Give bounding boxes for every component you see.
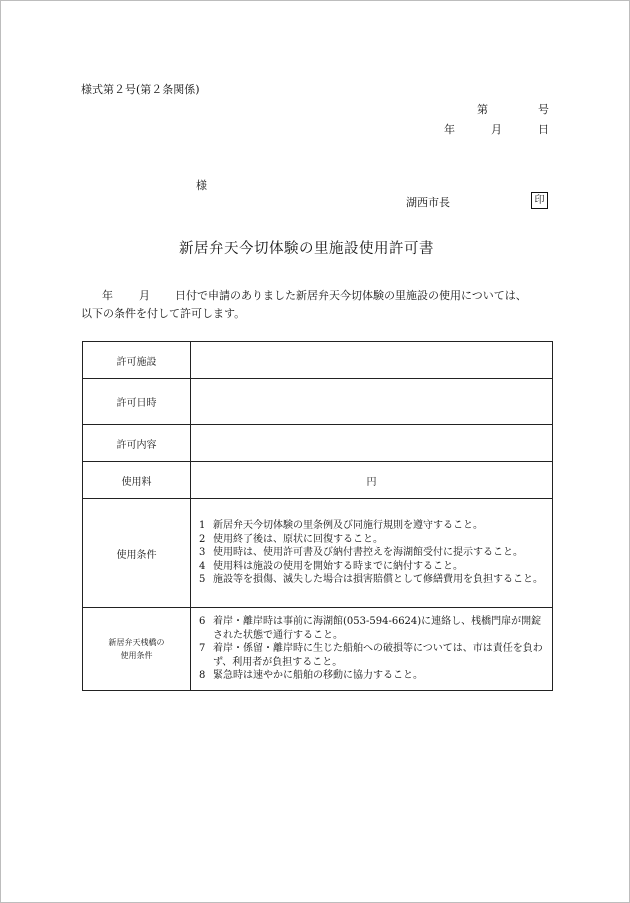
pier-conditions-row: [83, 608, 553, 691]
fee-unit: 円: [191, 462, 553, 499]
list-item: [199, 546, 546, 559]
date-month: 月: [491, 123, 502, 136]
table-row: [83, 425, 553, 462]
date-year: 年: [444, 123, 455, 136]
item-text: 施設等を損傷、滅失した場合は損害賠償として修繕費用を負担すること。: [213, 574, 543, 586]
pier-label-line-2: 使用条件: [120, 651, 153, 660]
item-number: 1: [199, 520, 206, 532]
item-text: 緊急時は速やかに船舶の移動に協力すること。: [213, 670, 423, 682]
conditions-row: [83, 499, 553, 608]
pier-label-line-1: 新居弁天桟橋の: [108, 638, 165, 647]
pier-conditions-list: [199, 615, 546, 682]
row-label: 許可内容: [83, 425, 191, 462]
item-number: 8: [199, 670, 206, 682]
table-row: [83, 462, 553, 499]
conditions-list-cell: [191, 499, 553, 608]
issuer: 湖西市長: [406, 196, 450, 209]
intro-month: 月: [139, 289, 150, 302]
list-item: [199, 560, 546, 573]
item-number: 4: [199, 560, 206, 572]
intro-year: 年: [102, 289, 113, 302]
list-item: [199, 642, 546, 669]
row-value: [191, 379, 553, 425]
permit-table: [82, 341, 553, 691]
item-number: 2: [199, 533, 206, 545]
addressee-suffix: 様: [196, 179, 207, 192]
row-label: 許可施設: [83, 342, 191, 379]
table-row: [83, 342, 553, 379]
list-item: [199, 519, 546, 532]
row-label: 許可日時: [83, 379, 191, 425]
pier-conditions-label: [83, 608, 191, 691]
form-id: 様式第２号(第２条関係): [81, 83, 200, 96]
seal-mark: 印: [531, 192, 548, 209]
row-value: [191, 342, 553, 379]
item-text: 使用料は施設の使用を開始する時までに納付すること。: [213, 560, 463, 572]
item-number: 5: [199, 574, 206, 586]
list-item: [199, 533, 546, 546]
list-item: [199, 669, 546, 682]
intro-line-2: 以下の条件を付して許可します。: [81, 307, 246, 320]
list-item: [199, 573, 546, 586]
conditions-label: 使用条件: [83, 499, 191, 608]
doc-number-prefix: 第: [477, 103, 488, 116]
row-value: [191, 425, 553, 462]
item-text: 使用終了後は、原状に回復すること。: [213, 533, 383, 545]
document-title: 新居弁天今切体験の里施設使用許可書: [179, 241, 434, 257]
item-text: 着岸・離岸時は事前に海湖館(053-594-6624)に連絡し、桟橋門扉が開錠された状態で通行すること。: [213, 616, 542, 641]
intro-line-1: 日付で申請のありました新居弁天今切体験の里施設の使用については、: [175, 289, 527, 302]
item-text: 着岸・係留・離岸時に生じた船舶への破損等については、市は責任を負わず、利用者が負担すること。: [213, 643, 543, 668]
item-number: 7: [199, 643, 206, 655]
doc-number-suffix: 号: [538, 103, 549, 116]
item-number: 3: [199, 547, 206, 559]
table-row: [83, 379, 553, 425]
row-label: 使用料: [83, 462, 191, 499]
item-text: 新居弁天今切体験の里条例及び同施行規則を遵守すること。: [213, 520, 483, 532]
list-item: [199, 615, 546, 642]
conditions-list: [199, 519, 546, 586]
pier-conditions-list-cell: [191, 608, 553, 691]
item-text: 使用時は、使用許可書及び納付書控えを海湖館受付に提示すること。: [213, 547, 523, 559]
item-number: 6: [199, 616, 206, 628]
date-day: 日: [538, 123, 549, 136]
